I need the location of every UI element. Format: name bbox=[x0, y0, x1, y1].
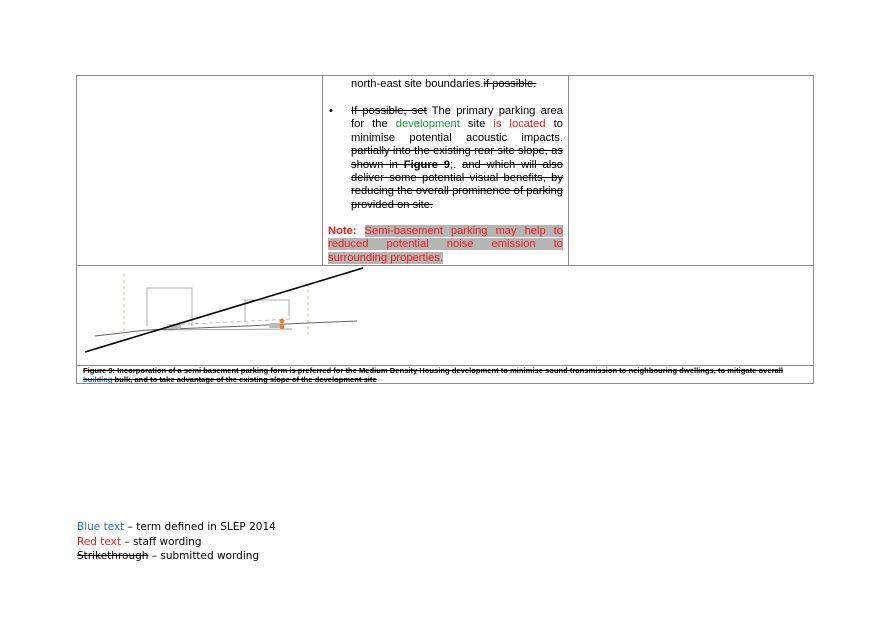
table-row-text bbox=[77, 76, 813, 266]
term-building: building bbox=[83, 375, 113, 385]
legend-item-blue bbox=[77, 520, 276, 535]
building-outline-left bbox=[147, 288, 192, 326]
parking-text-3: to minimise potential acoustic impacts. bbox=[351, 118, 563, 144]
document-table bbox=[76, 75, 814, 384]
table-cell-content bbox=[323, 76, 569, 265]
note-text: Semi-basement parking may help to reduced potential noise emission to surrounding properties. bbox=[328, 225, 563, 264]
legend-red-desc: – staff wording bbox=[121, 535, 202, 548]
bullet-icon: • bbox=[329, 105, 333, 117]
boundaries-text: north-east site boundaries. bbox=[351, 78, 484, 90]
note-label: Note: bbox=[328, 225, 357, 237]
figure-9-section-drawing bbox=[77, 266, 813, 365]
parking-text-2: site bbox=[459, 118, 494, 131]
struck-text-1: If possible, set bbox=[351, 105, 427, 117]
figure-caption bbox=[83, 366, 811, 385]
person-icon bbox=[280, 319, 285, 324]
note-paragraph bbox=[328, 225, 563, 265]
table-cell-empty-right bbox=[569, 76, 813, 265]
staff-phrase-is-located: is located bbox=[493, 118, 546, 131]
legend-item-red bbox=[77, 535, 276, 550]
diagonal-line bbox=[85, 268, 363, 352]
parking-text-1: The primary parking area for the bbox=[351, 105, 564, 131]
ground-line bbox=[95, 321, 357, 336]
term-development: development bbox=[395, 118, 460, 131]
person-body bbox=[280, 324, 284, 329]
struck-text-3: and which will also deliver some potential visual benefits, by reducing the overall prominence of parking provided on site. bbox=[351, 158, 564, 211]
caption-text-2: bulk, and to take advantage of the existing slope of the development site bbox=[112, 375, 377, 385]
separator-text: ;. bbox=[450, 158, 463, 171]
legend-blue-label: Blue text bbox=[77, 521, 125, 533]
legend-blue-desc: – term defined in SLEP 2014 bbox=[124, 521, 276, 533]
legend-strike-label: Strikethrough bbox=[77, 550, 149, 562]
paragraph-boundaries bbox=[351, 78, 563, 91]
legend-red-label: Red text bbox=[77, 535, 122, 548]
caption-row bbox=[77, 366, 813, 383]
struck-figure-ref: Figure 9 bbox=[403, 158, 451, 171]
legend bbox=[77, 520, 276, 564]
struck-if-possible: if possible. bbox=[483, 78, 537, 90]
paragraph-parking bbox=[351, 105, 563, 212]
caption-text-1: Figure 9: Incorporation of a semi basement parking form is preferred for the Medium Density Housing development to minimise sound transmission to neighbouring dwellings, to mitigate overall bbox=[83, 366, 783, 375]
car-icon bbox=[269, 323, 281, 328]
legend-strike-desc: – submitted wording bbox=[148, 550, 260, 562]
legend-item-strike bbox=[77, 549, 276, 564]
struck-text-2: partially into the existing rear site slope, as shown in bbox=[351, 145, 563, 171]
figure-row bbox=[77, 266, 813, 366]
table-cell-empty-left bbox=[77, 76, 323, 265]
